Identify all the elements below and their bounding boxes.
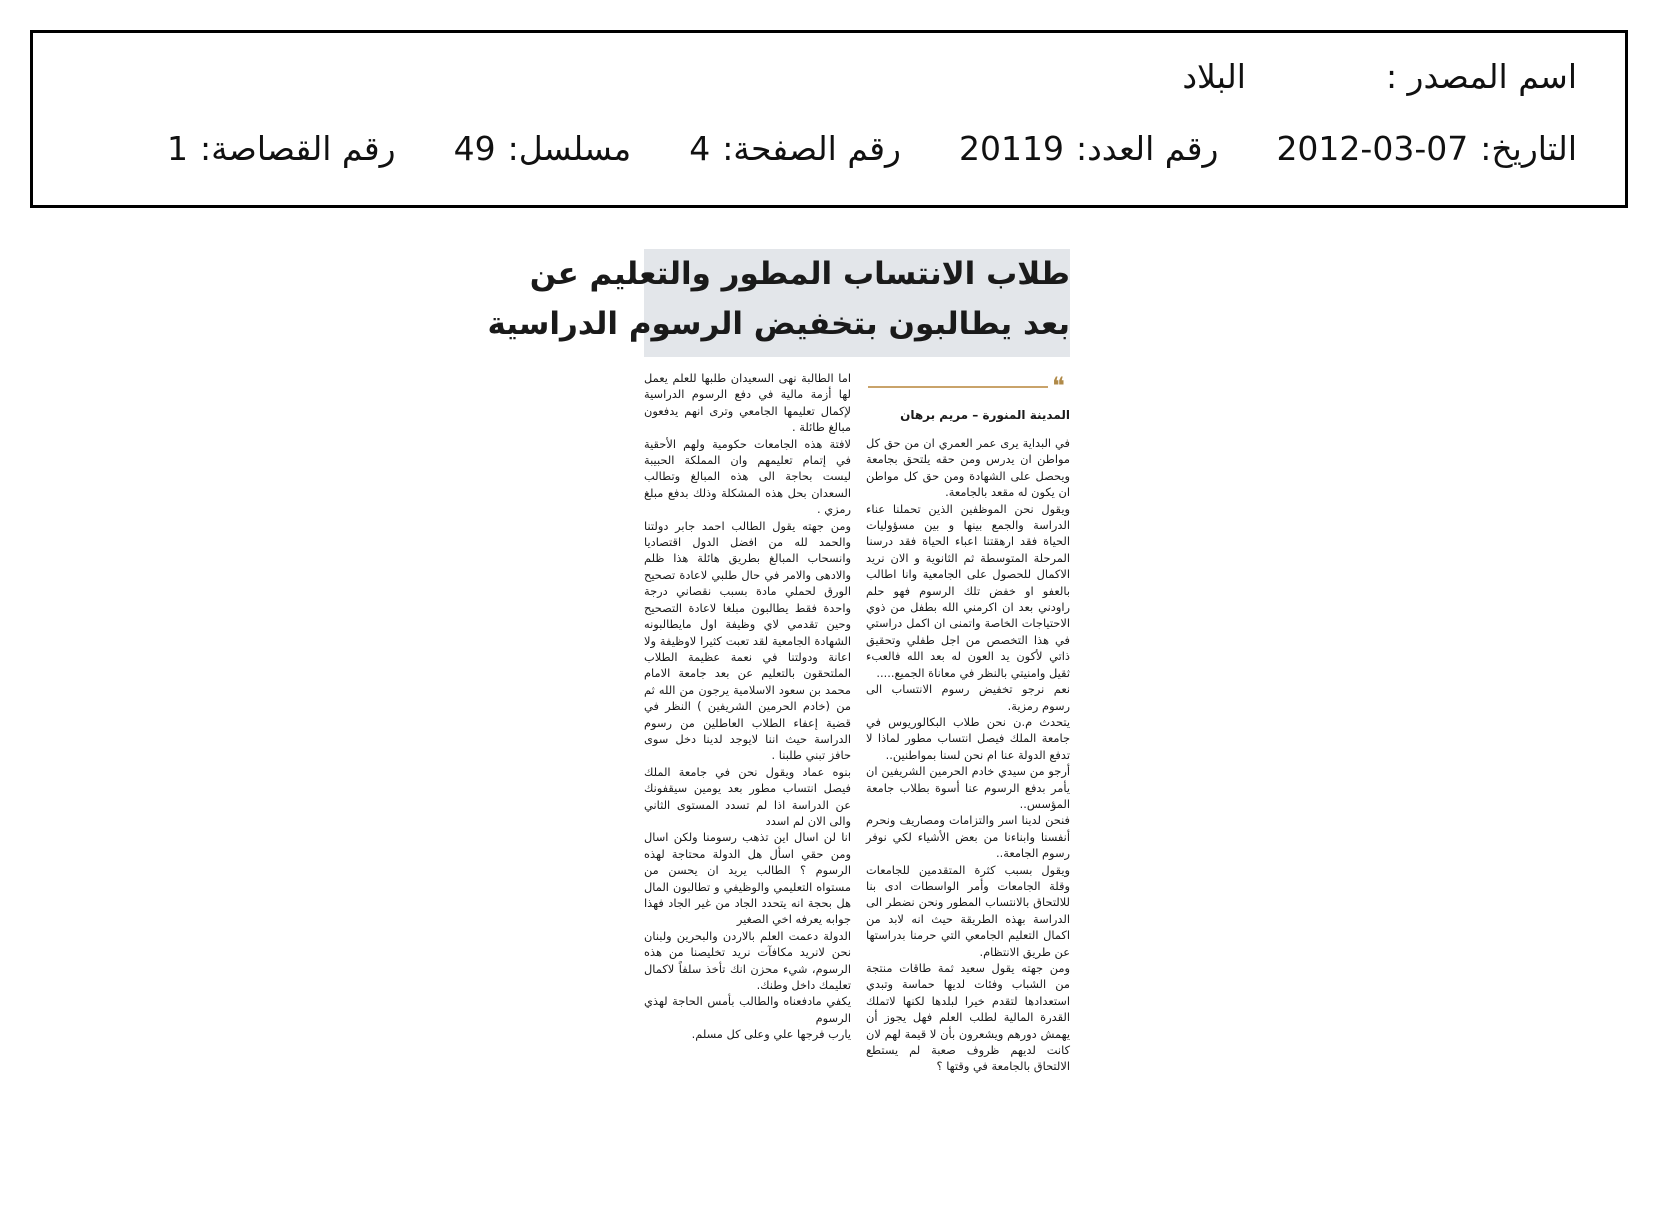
source-label: اسم المصدر : <box>1385 57 1577 96</box>
date-label: التاريخ: <box>1480 129 1577 168</box>
details-row <box>167 129 1577 168</box>
paragraph: ومن جهته يقول سعيد ثمة طاقات منتجة من الشباب وفئات لديها حماسة وتبدي استعدادها لتقدم خيرا لبلدها لكنها لاتملك القدرة المالية لطلب العلم فهل يجوز أن يهمش دورهم ويشعرون بأن لا قيمة لهم لان كانت لديهم ظروف صعبة لم يستطع الالتحاق بالجامعة في وقتها ؟ <box>866 961 1070 1074</box>
source-value: البلاد <box>1182 57 1246 96</box>
headline-line-2: بعد يطالبون بتخفيض الرسوم الدراسية <box>487 306 1070 342</box>
clipping-metadata-box <box>30 30 1628 208</box>
issue-value: 20119 <box>959 129 1064 168</box>
issue-label: رقم العدد: <box>1075 129 1219 168</box>
quote-divider <box>868 386 1048 388</box>
date-value: 2012-03-07 <box>1276 129 1469 168</box>
paragraph: يكفي مادفعناه والطالب بأمس الحاجة لهذي الرسوم <box>644 994 851 1025</box>
paragraph: ويقول نحن الموظفين الذين تحملنا عناء الدراسة والجمع بينها و بين مسؤوليات الحياة فقد ارهقتنا اعباء الحياة فقد درسنا المرحلة المتوسطة ثم الثانوية و الان نريد الاكمال للحصول على الجامعية وانا اطالب بالعفو او خفض تلك الرسوم فهو حلم راودني بعد ان اكرمني الله بطفل من ذوي الاحتياجات الخاصة واتمنى ان اكمل دراستي في هذا التخصص من اجل طفلي وتحقيق ذاتي لأكون يد العون له بعد الله فالعبء ثقيل وامنيتي بالنظر في معاناة الجميع..... <box>866 501 1070 680</box>
paragraph: نعم نرجو تخفيض رسوم الانتساب الى رسوم رمزية. <box>866 682 1070 713</box>
quote-icon: ❝ <box>1052 372 1065 400</box>
page-field <box>689 129 901 168</box>
paragraph: لافتة هذه الجامعات حكومية ولهم الأحقية في إتمام تعليمهم وان المملكة الحبيبة ليست بحاجة الى هذه المبالغ وتطالب السعدان بحل هذه المشكلة وذلك بدفع مبلغ رمزي . <box>644 436 851 517</box>
paragraph: يتحدث م.ن نحن طلاب البكالوريوس في جامعة الملك فيصل انتساب مطور لماذا لا تدفع الدولة عنا ام نحن لسنا بمواطنين.. <box>866 714 1070 762</box>
paragraph: الدولة دعمت العلم بالاردن والبحرين ولبنان نحن لانريد مكافآت نريد تخليصنا من هذه الرسوم، شيء محزن انك تأخذ سلفاً لاكمال تعليمك داخل وطنك. <box>644 928 851 993</box>
article-column-right <box>866 435 1070 1075</box>
paragraph: في البداية يرى عمر العمري ان من حق كل مواطن ان يدرس ومن حقه يلتحق بجامعة ويحصل على الشهادة ومن حق كل مواطن ان يكون له مقعد بالجامعة. <box>866 436 1070 500</box>
article-headline <box>487 249 1070 357</box>
paragraph: فنحن لدينا اسر والتزامات ومصاريف ونحرم أنفسنا وابناءنا من بعض الأشياء لكي نوفر رسوم الجامعة.. <box>866 813 1070 861</box>
paragraph: أرجو من سيدي خادم الحرمين الشريفين ان يأمر بدفع الرسوم عنا أسوة بطلاب جامعة المؤسس.. <box>866 764 1070 811</box>
clip-value: 1 <box>167 129 188 168</box>
issue-field <box>959 129 1218 168</box>
paragraph: بنوه عماد ويقول نحن في جامعة الملك فيصل انتساب مطور بعد يومين سيقفونك عن الدراسة اذا لم تسدد المستوى الثاني والى الان لم اسدد <box>644 764 851 828</box>
serial-label: مسلسل: <box>507 129 632 168</box>
clip-label: رقم القصاصة: <box>200 129 396 168</box>
paragraph: اما الطالبة نهى السعيدان طلبها للعلم يعمل لها أزمة مالية في دفع الرسوم الدراسية لإكمال تعليمها الجامعي وترى انهم يدفعون مبالغ طائلة . <box>644 371 851 435</box>
page-value: 4 <box>689 129 711 168</box>
date-field <box>1276 129 1577 168</box>
source-row <box>1182 57 1577 96</box>
paragraph: ويقول بسبب كثرة المتقدمين للجامعات وقلة الجامعات وأمر الواسطات ادى بنا للالتحاق بالانتساب المطور ونحن نضطر الى الدراسة بهذه الطريقة حيث انه لابد من اكمال التعليم الجامعي التي حرمنا بدراستها عن طريق الانتظام. <box>866 862 1070 959</box>
headline-line-1: طلاب الانتساب المطور والتعليم عن <box>529 256 1070 292</box>
page-label: رقم الصفحة: <box>722 129 901 168</box>
byline: المدينة المنورة – مريم برهان <box>900 408 1070 422</box>
paragraph: انا لن اسال اين تذهب رسومنا ولكن اسال ومن حقي اسأل هل الدولة محتاجة لهذه الرسوم ؟ الطالب يريد ان يحسن من مستواه التعليمي والوظيفي و تطالبون المال هل بحجة انه يتحدد الجاد من غير الجاد فهذا جوابه يعرفه اخي الصغير <box>644 830 851 927</box>
article-column-left <box>644 370 851 1043</box>
clip-field <box>167 129 396 168</box>
serial-value: 49 <box>453 129 496 168</box>
paragraph: ومن جهته يقول الطالب احمد جابر دولتنا والحمد لله من افضل الدول اقتصاديا وانسحاب المبالغ بطريق هائلة هذا ظلم والادهى والامر في حال طلبي لاعادة تصحيح الورق لحملي مادة بسبب نقصاني درجة واحدة فقط يطالبون مبلغا لاعادة التصحيح وحين تقدمي لاي وظيفة اول مايطالبونه الشهادة الجامعية لقد تعبت كثيرا لاوظيفة ولا اعانة ودولتنا في نعمة عظيمة الطلاب الملتحقون بالتعليم عن بعد جامعة الامام محمد بن سعود الاسلامية يرجون من الله ثم من (خادم الحرمين الشريفين ) النظر في قضية إعفاء الطلاب العاطلين من رسوم الدراسة حيث اننا لايوجد لدينا دخل سوى حافز تبني طلبنا . <box>644 518 851 763</box>
paragraph: يارب فرجها علي وعلى كل مسلم. <box>691 1027 851 1042</box>
serial-field <box>454 129 632 168</box>
